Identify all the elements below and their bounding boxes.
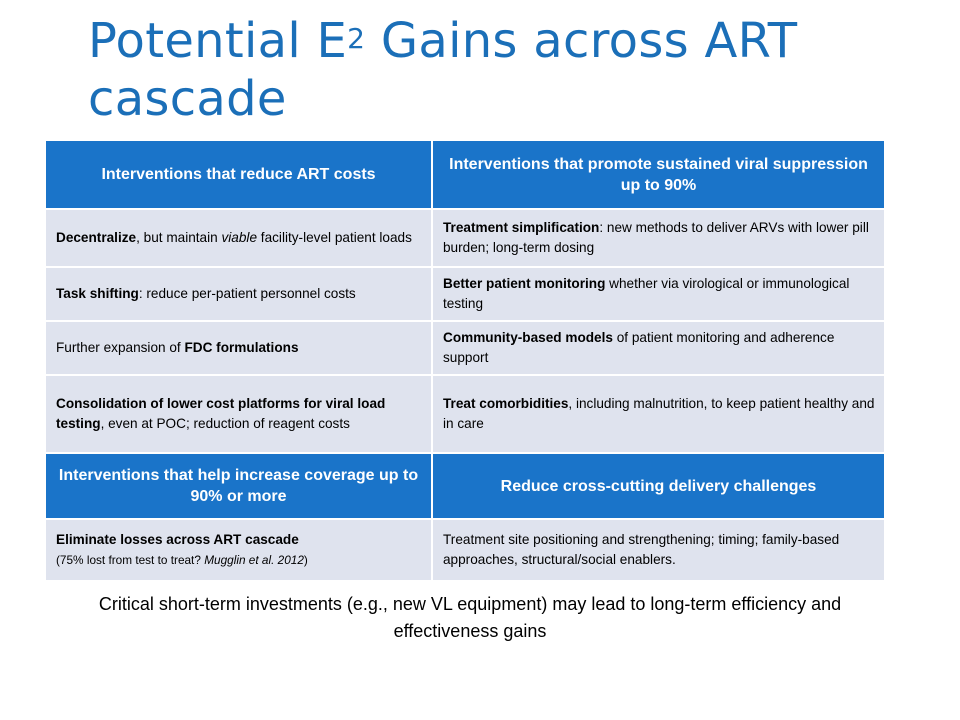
cell-community-models [432, 321, 885, 375]
table-row [45, 375, 885, 453]
cell-text: whether via virological or immunological testing [443, 276, 850, 311]
cell-italic: viable [221, 230, 258, 245]
cell-text: , including malnutrition, to keep patient healthy and in care [443, 396, 875, 431]
cell-text: : new methods to deliver ARVs with lower pill burden; long-term dosing [443, 220, 869, 255]
cell-patient-monitoring [432, 267, 885, 321]
cell-bold: Decentralize [56, 230, 137, 245]
cell-fdc-formulations [45, 321, 432, 375]
cell-bold: Eliminate losses across ART cascade [56, 532, 299, 547]
cell-task-shifting [45, 267, 432, 321]
table-row [45, 267, 885, 321]
header-delivery-challenges: Reduce cross-cutting delivery challenges [432, 453, 885, 519]
cell-decentralize [45, 209, 432, 267]
cell-comorbidities [432, 375, 885, 453]
cell-italic: Mugglin et al. 2012 [204, 553, 304, 567]
cell-text: of patient monitoring and adherence support [443, 330, 835, 365]
cell-bold: Better patient monitoring [443, 276, 606, 291]
cell-bold: Treatment simplification [443, 220, 600, 235]
cell-eliminate-losses [45, 519, 432, 581]
table-header-row [45, 140, 885, 209]
table-row [45, 519, 885, 581]
title-superscript: 2 [347, 22, 366, 55]
cell-bold: Treat comorbidities [443, 396, 569, 411]
footer-note: Critical short-term investments (e.g., new VL equipment) may lead to long-term efficiency and effectiveness gains [98, 594, 842, 641]
header-reduce-costs: Interventions that reduce ART costs [45, 140, 432, 209]
table-header-row [45, 453, 885, 519]
cell-bold: Community-based models [443, 330, 613, 345]
cell-text: Treatment site positioning and strengthening; timing; family-based approaches, structural/social enablers. [443, 532, 840, 567]
cell-text: Further expansion of [56, 340, 185, 355]
cell-bold: Task shifting [56, 286, 139, 301]
title-rest: Gains across ART cascade [88, 13, 798, 127]
cell-bold: FDC formulations [184, 340, 299, 355]
table-row [45, 321, 885, 375]
citation-note [56, 553, 308, 567]
cell-text: , even at POC; reduction of reagent costs [100, 416, 350, 431]
header-viral-suppression: Interventions that promote sustained viral suppression up to 90% [432, 140, 885, 209]
cell-bold: Consolidation of lower cost platforms for viral load testing [56, 396, 386, 431]
cell-text: : reduce per-patient personnel costs [138, 286, 356, 301]
cell-site-positioning [432, 519, 885, 581]
interventions-table [44, 139, 886, 582]
cell-text: , but maintain [136, 230, 222, 245]
cell-consolidation [45, 375, 432, 453]
cell-text: (75% lost from test to treat? [56, 553, 205, 567]
title-main: Potential E [88, 13, 348, 69]
cell-text: facility-level patient loads [257, 230, 412, 245]
cell-treatment-simplification [432, 209, 885, 267]
header-increase-coverage: Interventions that help increase coverage up to 90% or more [45, 453, 432, 519]
table-row [45, 209, 885, 267]
cell-text: ) [303, 553, 308, 567]
slide-title [88, 12, 948, 128]
